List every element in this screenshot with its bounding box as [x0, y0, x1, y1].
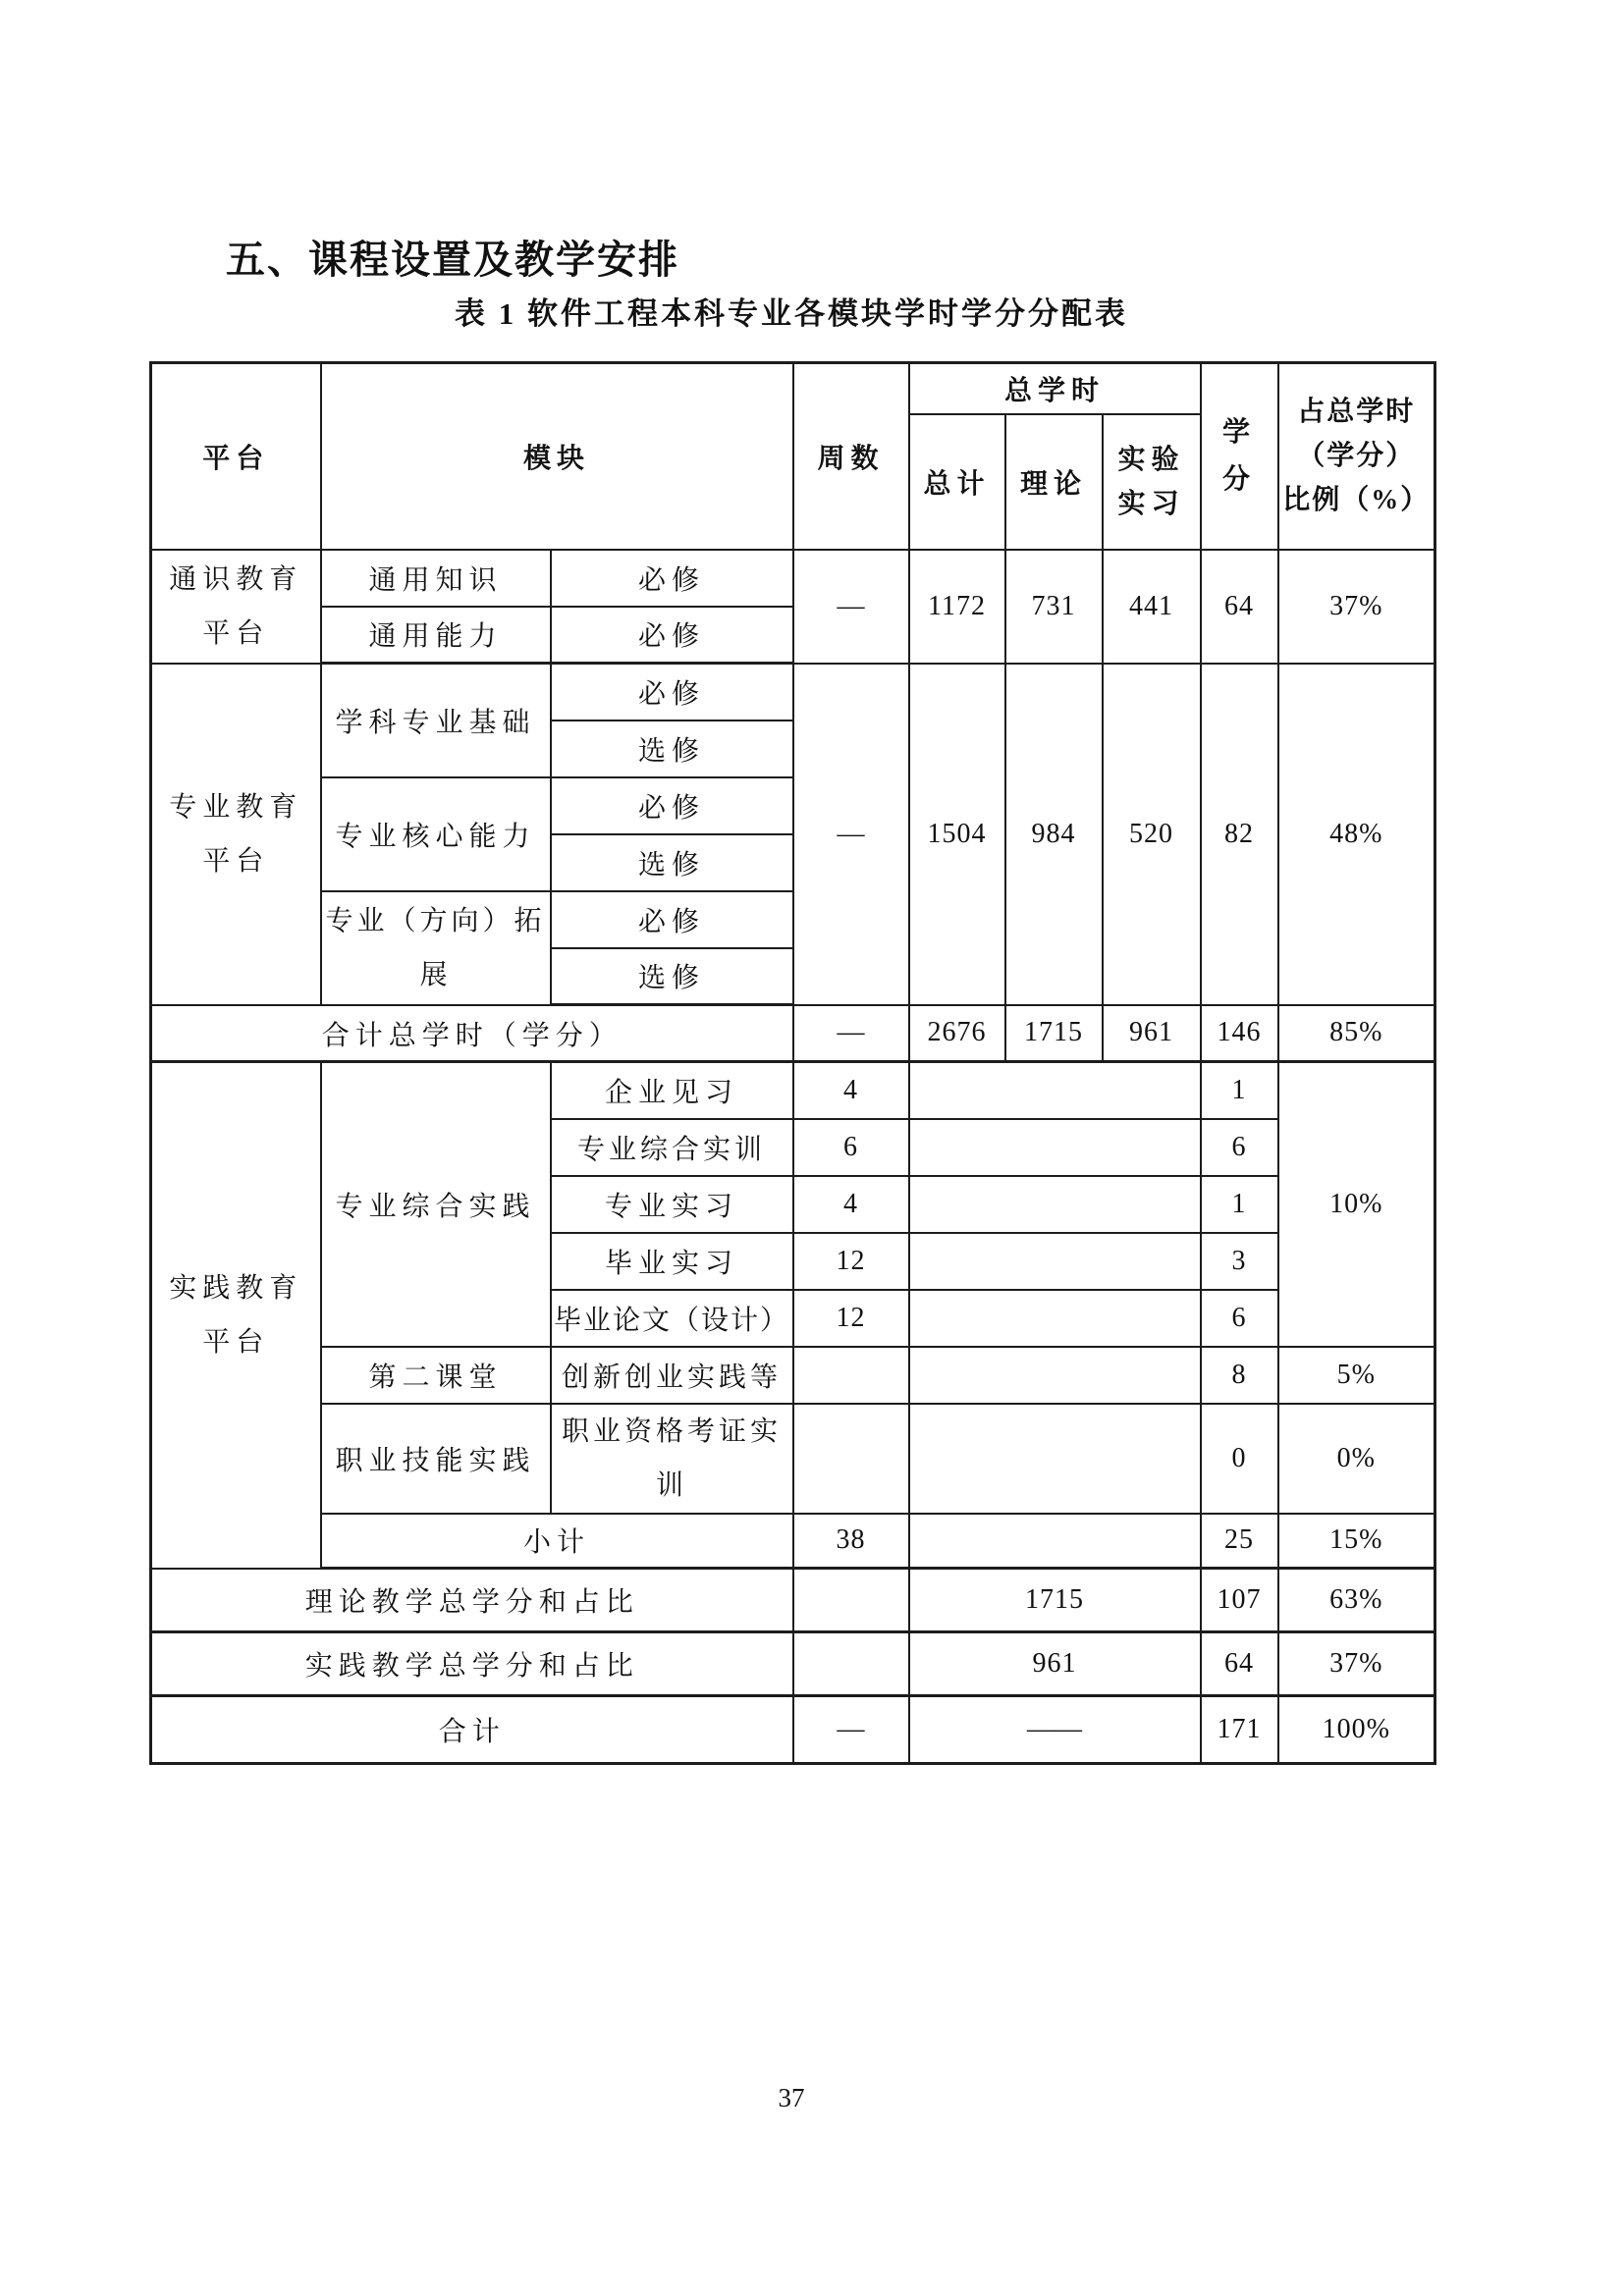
cell-practice-subtotal-credits: 25: [1201, 1514, 1278, 1569]
cell-second-class: 第二课堂: [321, 1347, 551, 1404]
cell-grand-total-hours: ——: [909, 1696, 1201, 1764]
cell-grand-total-ratio: 100%: [1278, 1696, 1435, 1764]
header-practical-line1: 实验: [1117, 444, 1185, 475]
table-row: [151, 1062, 1435, 1119]
header-practical: [1103, 414, 1201, 550]
cell-empty-hours: [909, 1514, 1201, 1569]
cell-vocational-ratio: 0%: [1278, 1404, 1435, 1514]
cell-grand-total-credits: 171: [1201, 1696, 1278, 1764]
table-caption: 表 1 软件工程本科专业各模块学时学分分配表: [455, 296, 1128, 331]
cell-general-ratio: 37%: [1278, 550, 1435, 664]
platform-practice-line1: 实践教育: [169, 1272, 303, 1304]
cell-practice-subtotal-ratio: 15%: [1278, 1514, 1435, 1569]
cell-subject-foundation-required: 必修: [551, 664, 793, 721]
cell-general-total: 1172: [909, 550, 1005, 664]
cell-empty-hours: [909, 1290, 1201, 1347]
cell-platform-practice: [151, 1062, 321, 1569]
cell-comprehensive-practice-ratio: 10%: [1278, 1062, 1435, 1347]
cell-practice-item-weeks: 12: [793, 1290, 909, 1347]
cell-general-knowledge: 通用知识: [321, 550, 551, 607]
table-row: [151, 1632, 1435, 1696]
cell-empty-hours: [909, 1404, 1201, 1514]
cell-direction-expansion-elective: 选修: [551, 948, 793, 1005]
header-total-hours: 总学时: [909, 363, 1201, 414]
cell-practice-item: 专业综合实训: [551, 1119, 793, 1176]
cell-empty-weeks: [793, 1632, 909, 1696]
cell-practice-item-credits: 6: [1201, 1119, 1278, 1176]
header-theory: 理论: [1005, 414, 1103, 550]
cell-core-ability-required: 必修: [551, 777, 793, 834]
header-weeks: 周数: [793, 363, 909, 550]
cell-practice-item-credits: 6: [1201, 1290, 1278, 1347]
cell-core-ability: 专业核心能力: [321, 777, 551, 891]
cell-hours-subtotal-theory: 1715: [1005, 1005, 1103, 1062]
cell-hours-subtotal-ratio: 85%: [1278, 1005, 1435, 1062]
table-row: [151, 1005, 1435, 1062]
vocational-item-line2: 训: [656, 1469, 688, 1501]
table-row: [151, 550, 1435, 607]
cell-grand-total-label: 合计: [151, 1696, 793, 1764]
header-ratio-line1: 占总学时: [1297, 397, 1416, 428]
cell-empty-weeks: [793, 1569, 909, 1632]
cell-subject-foundation: 学科专业基础: [321, 664, 551, 777]
cell-vocational-item: [551, 1404, 793, 1514]
header-ratio-line2: （学分）: [1297, 441, 1416, 472]
cell-practice-item-weeks: 4: [793, 1176, 909, 1233]
cell-vocational-skill: 职业技能实践: [321, 1404, 551, 1514]
cell-theory-summary-hours: 1715: [909, 1569, 1201, 1632]
cell-hours-subtotal-total: 2676: [909, 1005, 1005, 1062]
header-practical-line2: 实习: [1117, 488, 1185, 519]
cell-grand-total-weeks: —: [793, 1696, 909, 1764]
cell-direction-expansion: [321, 891, 551, 1005]
header-ratio-line3: 比例（%）: [1282, 485, 1431, 516]
section-title: 五、课程设置及教学安排: [226, 238, 679, 282]
cell-practice-item-weeks: 4: [793, 1062, 909, 1119]
header-credits-line1: 学: [1222, 416, 1257, 448]
table-row: [151, 1514, 1435, 1569]
cell-hours-subtotal-label: 合计总学时（学分）: [151, 1005, 793, 1062]
cell-empty-weeks: [793, 1404, 909, 1514]
header-credits: [1201, 363, 1278, 550]
cell-second-class-item: 创新创业实践等: [551, 1347, 793, 1404]
cell-core-ability-elective: 选修: [551, 834, 793, 891]
platform-general-line2: 平台: [202, 617, 270, 649]
cell-practice-item: 企业见习: [551, 1062, 793, 1119]
vocational-item-line1: 职业资格考证实: [562, 1415, 783, 1447]
cell-platform-professional: [151, 664, 321, 1005]
cell-empty-weeks: [793, 1347, 909, 1404]
cell-practice-subtotal-label: 小计: [321, 1514, 793, 1569]
cell-practice-item-weeks: 6: [793, 1119, 909, 1176]
cell-hours-subtotal-weeks: —: [793, 1005, 909, 1062]
table-row: [151, 1347, 1435, 1404]
cell-practice-item: 专业实习: [551, 1176, 793, 1233]
cell-general-theory: 731: [1005, 550, 1103, 664]
cell-empty-hours: [909, 1119, 1201, 1176]
direction-expansion-line2: 展: [419, 959, 452, 990]
cell-practice-summary-label: 实践教学总学分和占比: [151, 1632, 793, 1696]
header-platform: 平台: [151, 363, 321, 550]
cell-theory-summary-credits: 107: [1201, 1569, 1278, 1632]
cell-direction-expansion-required: 必修: [551, 891, 793, 948]
direction-expansion-line1: 专业（方向）拓: [325, 905, 546, 936]
header-credits-line2: 分: [1222, 463, 1257, 495]
cell-hours-subtotal-practical: 961: [1103, 1005, 1201, 1062]
header-total: 总计: [909, 414, 1005, 550]
cell-empty-hours: [909, 1062, 1201, 1119]
cell-empty-hours: [909, 1176, 1201, 1233]
cell-second-class-ratio: 5%: [1278, 1347, 1435, 1404]
cell-comprehensive-practice-group: 专业综合实践: [321, 1062, 551, 1347]
cell-professional-weeks: —: [793, 664, 909, 1005]
cell-second-class-credits: 8: [1201, 1347, 1278, 1404]
cell-general-ability: 通用能力: [321, 607, 551, 664]
platform-general-line1: 通识教育: [169, 563, 303, 595]
table-row: [151, 1404, 1435, 1514]
cell-general-weeks: —: [793, 550, 909, 664]
cell-practice-item-credits: 1: [1201, 1176, 1278, 1233]
cell-vocational-credits: 0: [1201, 1404, 1278, 1514]
cell-professional-practical: 520: [1103, 664, 1201, 1005]
curriculum-table: [149, 361, 1436, 1765]
platform-practice-line2: 平台: [202, 1326, 270, 1358]
table-row: [151, 664, 1435, 721]
cell-professional-credits: 82: [1201, 664, 1278, 1005]
cell-empty-hours: [909, 1347, 1201, 1404]
platform-professional-line2: 平台: [202, 845, 270, 877]
cell-general-practical: 441: [1103, 550, 1201, 664]
cell-general-ability-type: 必修: [551, 607, 793, 664]
page-number: 37: [778, 2083, 805, 2112]
cell-professional-total: 1504: [909, 664, 1005, 1005]
table-row: [151, 1569, 1435, 1632]
cell-practice-item-credits: 1: [1201, 1062, 1278, 1119]
cell-theory-summary-label: 理论教学总学分和占比: [151, 1569, 793, 1632]
cell-hours-subtotal-credits: 146: [1201, 1005, 1278, 1062]
header-module: 模块: [321, 363, 793, 550]
cell-general-knowledge-type: 必修: [551, 550, 793, 607]
cell-professional-theory: 984: [1005, 664, 1103, 1005]
cell-practice-item-weeks: 12: [793, 1233, 909, 1290]
platform-professional-line1: 专业教育: [169, 791, 303, 823]
cell-practice-item: 毕业论文（设计）: [551, 1290, 793, 1347]
header-ratio: [1278, 363, 1435, 550]
cell-theory-summary-ratio: 63%: [1278, 1569, 1435, 1632]
cell-practice-item: 毕业实习: [551, 1233, 793, 1290]
cell-practice-subtotal-weeks: 38: [793, 1514, 909, 1569]
cell-practice-summary-credits: 64: [1201, 1632, 1278, 1696]
cell-platform-general: [151, 550, 321, 664]
cell-empty-hours: [909, 1233, 1201, 1290]
cell-professional-ratio: 48%: [1278, 664, 1435, 1005]
cell-practice-summary-ratio: 37%: [1278, 1632, 1435, 1696]
table-row: [151, 1696, 1435, 1764]
cell-subject-foundation-elective: 选修: [551, 721, 793, 777]
cell-practice-item-credits: 3: [1201, 1233, 1278, 1290]
cell-practice-summary-hours: 961: [909, 1632, 1201, 1696]
table-caption-row: [149, 289, 1434, 333]
table-header-row-1: [151, 363, 1435, 414]
cell-general-credits: 64: [1201, 550, 1278, 664]
